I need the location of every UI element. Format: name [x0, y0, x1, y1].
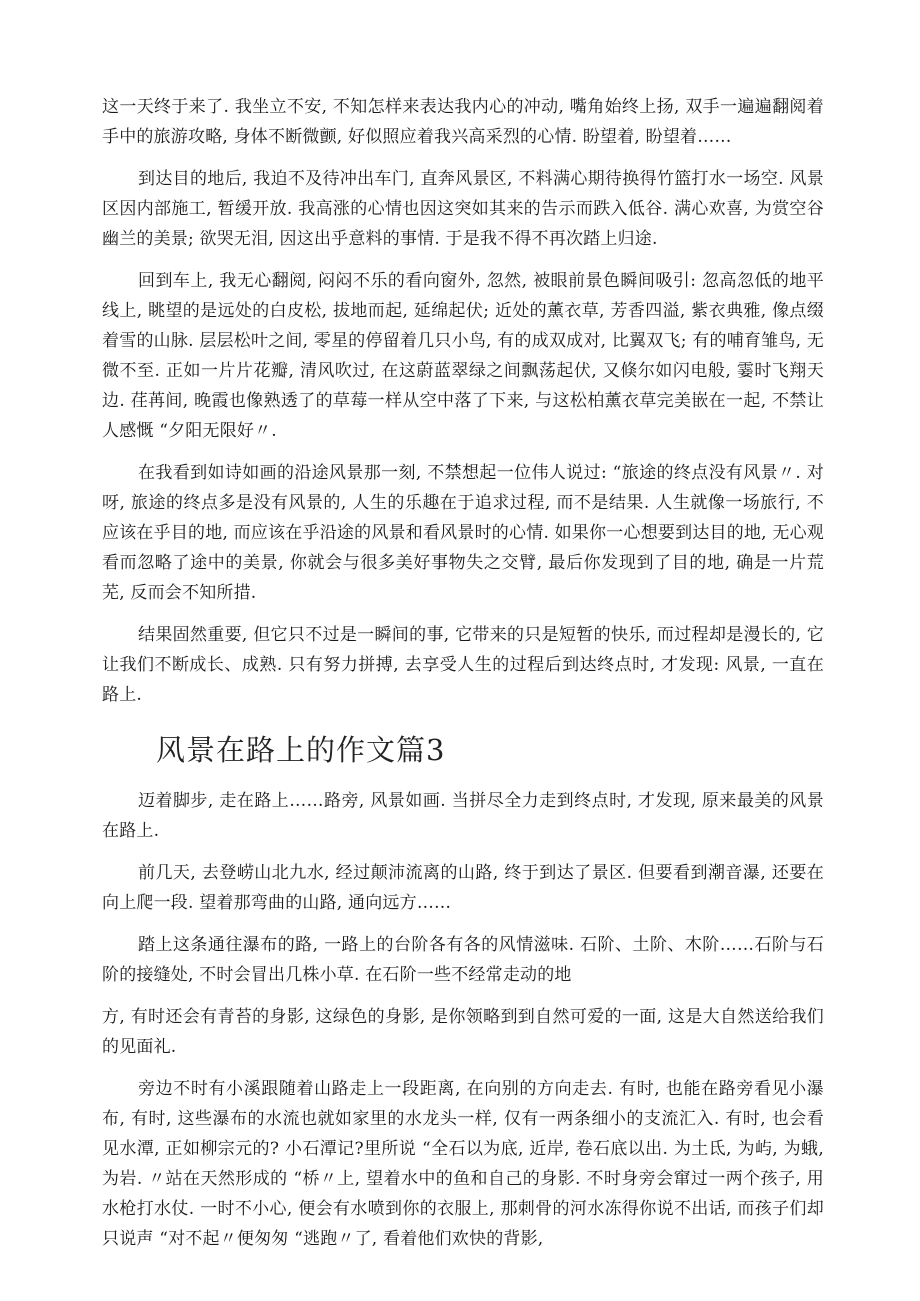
paragraph-8: 踏上这条通往瀑布的路, 一路上的台阶各有各的风情滋味. 石阶、土阶、木阶……石阶与石阶的接缝处, 不时会冒出几株小草. 在石阶一些不经常走动的地	[102, 935, 824, 985]
document-page	[102, 92, 824, 1254]
paragraph-2: 到达目的地后, 我迫不及待冲出车门, 直奔风景区, 不料满心期待换得竹篮打水一场空. 风景区因内部施工, 暂缓开放. 我高涨的心情也因这突如其来的告示而跌入低谷. 满心欢喜, 为赏空谷幽兰的美景; 欲哭无泪, 因这出乎意料的事情. 于是我不得不再次踏上归途.	[102, 169, 824, 249]
paragraph-1: 这一天终于来了. 我坐立不安, 不知怎样来表达我内心的冲动, 嘴角始终上扬, 双手一遍遍翻阅着手中的旅游攻略, 身体不断微颤, 好似照应着我兴高采烈的心情. 盼望着, 盼望着……	[102, 97, 824, 147]
paragraph-3: 回到车上, 我无心翻阅, 闷闷不乐的看向窗外, 忽然, 被眼前景色瞬间吸引: 忽高忽低的地平线上, 眺望的是远处的白皮松, 拔地而起, 延绵起伏; 近处的薰衣草, 芳香四溢, 紫衣典雅, 像点缀着雪的山脉. 层层松叶之间, 零星的停留着几只小鸟, 有的成双成对, 比翼双飞; 有的哺育雏鸟, 无微不至. 正如一片片花瓣, 清风吹过, 在这蔚蓝翠绿之间飘荡起伏, 又倏尔如闪电般, 霎时飞翔天边. 荏苒间, 晚霞也像熟透了的草莓一样从空中落了下来, 与这松柏薰衣草完美嵌在一起, 不禁让人感慨 “夕阳无限好〃.	[102, 271, 824, 441]
paragraph-7: 前几天, 去登崂山北九水, 经过颠沛流离的山路, 终于到达了景区. 但要看到潮音瀑, 还要在向上爬一段. 望着那弯曲的山路, 通向远方……	[102, 863, 824, 913]
paragraph-5: 结果固然重要, 但它只不过是一瞬间的事, 它带来的只是短暂的快乐, 而过程却是漫长的, 它让我们不断成长、成熟. 只有努力拼搏, 去享受人生的过程后到达终点时, 才发现: 风景, 一直在路上.	[102, 625, 824, 705]
paragraph-10: 旁边不时有小溪跟随着山路走上一段距离, 在向别的方向走去. 有时, 也能在路旁看见小瀑布, 有时, 这些瀑布的水流也就如家里的水龙头一样, 仅有一两条细小的支流汇入. 有时, 也会看见水潭, 正如柳宗元的? 小石潭记?里所说 “全石以为底, 近岸, 卷石底以出. 为土氐, 为屿, 为蛾, 为岩. 〃站在天然形成的 “桥〃上, 望着水中的鱼和自己的身影. 不时身旁会窜过一两个孩子, 用水枪打水仗. 一时不小心, 便会有水喷到你的衣服上, 那刺骨的河水冻得你说不出话, 而孩子们却只说声 “对不起〃便匆匆 “逃跑〃了, 看着他们欢快的背影,	[102, 1079, 824, 1249]
paragraph-6: 迈着脚步, 走在路上……路旁, 风景如画. 当拼尽全力走到终点时, 才发现, 原来最美的风景在路上.	[102, 791, 824, 841]
section-heading: 风景在路上的作文篇3	[156, 733, 446, 767]
paragraph-9: 方, 有时还会有青苔的身影, 这绿色的身影, 是你领略到到自然可爱的一面, 这是大自然送给我们的见面礼.	[102, 1007, 824, 1057]
paragraph-4: 在我看到如诗如画的沿途风景那一刻, 不禁想起一位伟人说过: “旅途的终点没有风景〃. 对呀, 旅途的终点多是没有风景的, 人生的乐趣在于追求过程, 而不是结果. 人生就像一场旅行, 不应该在乎目的地, 而应该在乎沿途的风景和看风景时的心情. 如果你一心想要到达目的地, 无心观看而忽略了途中的美景, 你就会与很多美好事物失之交臂, 最后你发现到了目的地, 确是一片荒芜, 反而会不知所措.	[102, 463, 824, 603]
